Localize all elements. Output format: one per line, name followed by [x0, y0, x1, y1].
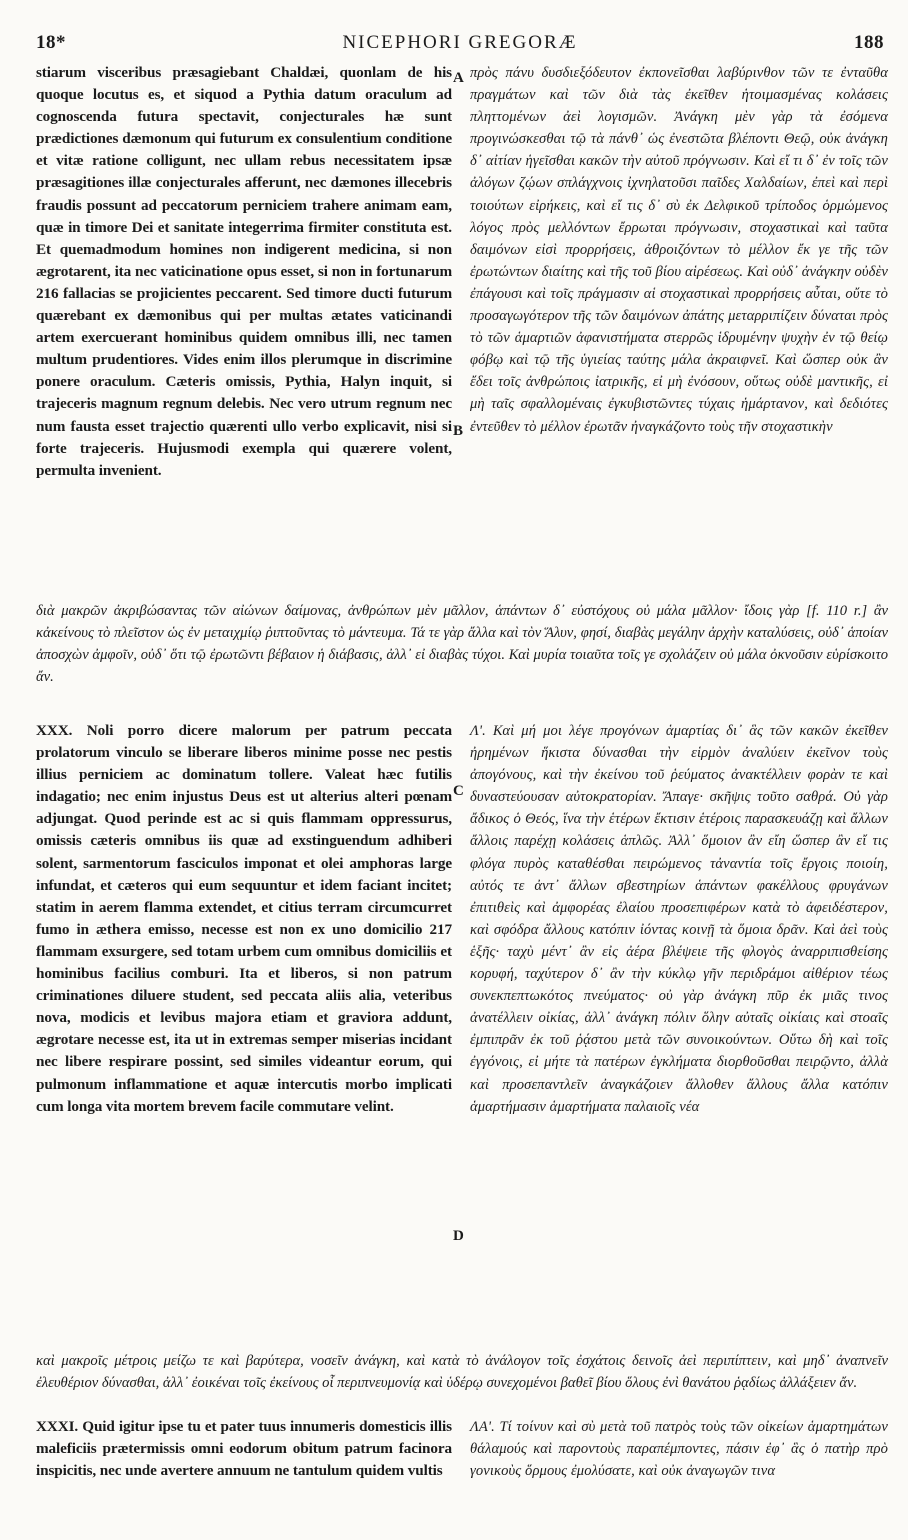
- margin-marker-a: A: [453, 70, 464, 86]
- page-header: [36, 32, 884, 58]
- folio-right: 188: [854, 32, 884, 53]
- latin-column-1: stiarum visceribus præsagiebant Chaldæi, quonlam de his quoque locutus es, et siquod a Pythia datum oraculum ad cognoscenda futura spectavit, conjecturales hæ sunt prædictiones dæmonum qui futurum ex consulentium conditione et vitæ ratione colligunt, nec ullam rebus necessitatem ipsæ præsagitiones illæ conjecturales afferunt, nec dæmones illecebris fraudis possunt ad peccatorum perniciem trahere animam eam, quæ in timore Dei et sanitate integerrima firmiter constituta est. Et quemadmodum homines non indigerent medicina, si non ægrotarent, ita nec vaticinatione opus esset, si non in fortunarum 216 fallacias se projicientes peccarent. Sed timore ducti futurum quærebant ex dæmonibus qui per multas ætates vaticinandi artem exercuerant hominibus quidem omnibus illi, nec tamen multum prudentiores. Vides enim illos plerumque in discrimine ponere oraculum. Cæteris omissis, Pythia, Halyn inquit, si trajeceris magnum regnum delebis. Nec vero utrum regnum nec num fausta esset trajectio quærenti ullo verbo explicavit, nisi si forte trajeceris. Hujusmodi exempla qui quærere volent, permulta invenient.: [36, 64, 452, 479]
- running-title: NICEPHORI GREGORÆ: [342, 32, 578, 53]
- margin-marker-d: D: [453, 1228, 464, 1244]
- greek-column-2: Λ'. Καὶ μή μοι λέγε προγόνων ἁμαρτίας δι᾽ ἃς τῶν κακῶν ἐκεῖθεν ἠρημένων ἥκιστα δύνασθαι τὴν εἱρμὸν ἀναλύειν ἐκεῖνον τοὺς ἀπογόνους, καὶ τὴν ἐκείνου τοῦ ῥεύματος ἀνακτέλλειν φορὰν τε καὶ δυναστεύουσαν αὐτοκρατορίαν. Ἄπαγε· σκῆψις τοῦτο σαθρά. Οὐ γὰρ ἄδικος ὁ Θεός, ἵνα τὴν ἑτέρων ἔκτισιν ἑτέροις παρασκευάζῃ καὶ ἄλλων ἄλλοις παρέχῃ κολάσεις ἁπλῶς. Ἀλλ᾽ ὅμοιον ἂν εἴη ὥσπερ ἂν εἴ τις φλόγα πυρὸς καταθέσθαι πειρώμενος τἀναντία τοῖς ἔργοις ποιοίη, αὐτός τε ἀντ᾽ ἄλλων σβεστηρίων ἁπάντων φακέλλους φρυγάνων ἐπιτιθεὶς καὶ ἀμφορέας ἐλαίου προσεπιφέρων κατὰ τὸ ἀφειδέστερον, καὶ σφόδρα ἄλλους κατόπιν ἰόντας κοινῇ τὰ ὅμοια δρᾶν. Καὶ ἀεὶ τοὺς ἑξῆς· ταχὺ μέντ᾽ ἂν εἰς ἀέρα βλέψειε τῆς φλογὸς ἀναρριπισθείσης κορυφή, ταχύτερον δ᾽ ἂν τὴν κύκλῳ γῆν περιδράμοι αἰθέριον τέως συνεκπεπτωκότος πνεύματος· οὐ γὰρ ἀνάγκη πῦρ ἐκ μιᾶς τινος ἀνατέλλειν οἰκίας, ἀλλ᾽ ἀνάγκη πόλιν ὅλην αὐταῖς οἰκίαις καὶ στοαῖς ἐμπιπρᾶν ἐκ τοῦ ῥᾴστου μετὰ τῶν συνοικούντων. Οὕτω δὴ καὶ τοῖς ἐγγόνοις, εἰ μήτε τὰ πατέρων ἐγκλήματα διορθοῦσθαι πειρῷντο, ἀλλὰ καὶ προσεπαντλεῖν ἀναγκάζοιεν ἄλλοθεν ἄλλους ἄλλα κατόπιν ἁμαρτήμασιν ἁμαρτήματα παλαιοῖς νέα: [470, 723, 888, 1115]
- greek-column-3: ΛΑ'. Τί τοίνυν καὶ σὺ μετὰ τοῦ πατρὸς τοὺς τῶν οἰκείων ἁμαρτημάτων θάλαμούς καὶ παροντοὺς παραπέμποντες, πάσιν ἐφ᾽ ἃς ὁ πατὴρ πρὸ γονικοὺς ὅρμους ἐμολύσατε, καὶ οὐκ ἀναγωγῶν τινα: [470, 1419, 888, 1480]
- greek-full-width-2: καὶ μακροῖς μέτροις μείζω τε καὶ βαρύτερα, νοσεῖν ἀνάγκη, καὶ κατὰ τὸ ἀνάλογον τοῖς ἐσχάτοις δεινοῖς ἀεὶ περιπίπτειν, καὶ μηδ᾽ ἀναπνεῖν ἐλευθέριον δύνασθαι, ἀλλ᾽ ἐοικέναι τοῖς ἐκείνους οἷ περιπνευμονίᾳ καὶ ὑδέρῳ συνεχομένοι βαθεῖ βίου ὅλους ἐνὶ θανάτου ῥᾳδίως ἀλλάξειεν ἄν.: [36, 1353, 888, 1392]
- greek-full-width-1: διὰ μακρῶν ἀκριβώσαντας τῶν αἰώνων δαίμονας, ἀνθρώπων μὲν μᾶλλον, ἁπάντων δ᾽ εὐστόχους οὐ μάλα μᾶλλον· ἴδοις γὰρ [f. 110 r.] ἂν κἀκείνους τὸ πλεῖστον ὡς ἐν μεταιχμίῳ ῥιπτοῦντας τὸ μάντευμα. Τά τε γὰρ ἄλλα καὶ τὸν Ἅλυν, φησί, διαβὰς μεγάλην ἀρχὴν καταλύσεις, οὐδ᾽ ἁποίαν ἀποσχὼν ἀμφοῖν, οὐδ᾽ ὅτι τῷ ἐρωτῶντι βέβαιον ἡ διάβασις, ἀλλ᾽ εἰ διαβὰς τύχοι. Καὶ μυρία τοιαῦτα τοῖς γε σχολάζειν οὐ μάλα ὀκνοῦσιν εὑρίσκοιτο ἄν.: [36, 603, 888, 686]
- latin-column-2: XXX. Noli porro dicere malorum per patrum peccata prolatorum vinculo se liberare liberos minime posse nec pestis illius perniciem ac dominatum tollere. Valeat hæc futilis indagatio; nec enim injustus Deus est ut alterius alteri pœnam adjungat. Quod perinde est ac si quis flammam oppressurus, omissis cæteris omnibus iis quæ ad exstinguendum adhiberi solent, sarmentorum fasciculos imponat et olei amphoras large infundat, et cæteros qui eum sequuntur et idem faciant incitet; statim in aerem flamma extendet, et citius terram circumcurret fumo in æthera emisso, necesse est non ex uno domicilio 217 flammam exsurgere, sed totam urbem cum omnibus domiciliis et hominibus facilius comburi. Ita et liberos, si non patrum criminationes diluere student, sed peccata aliis alia, veteribus nova, modicis et levibus majora etiam et graviora addunt, ægrotare necesse est, ita ut in extremas semper miserias incidant nec libere respirare possint, sed similes videantur eorum, qui pulmonum inflammatione et aquæ intercutis morbo implicati cum longa vita mortem brevem facile commutare velint.: [36, 722, 452, 1115]
- margin-marker-c: C: [453, 783, 464, 799]
- folio-left: 18*: [36, 32, 66, 53]
- greek-column-1: πρὸς πάνυ δυσδιεξόδευτον ἐκπονεῖσθαι λαβύρινθον τῶν τε ἐνταῦθα πραγμάτων καὶ τῶν διὰ τὰς ἐκεῖθεν ἡτοιμασμένας κολάσεις πληττομένων ἀεὶ λογισμῶν. Ἀνάγκη μὲν γὰρ τὰ ἐσόμενα προγινώσκεσθαι τῷ τὰ πάνθ᾽ ὡς ἐνεστῶτα βλέποντι Θεῷ, οὐκ ἀνάγκη δ᾽ αἰτίαν ἡγεῖσθαι κακῶν τὴν αὐτοῦ πρόγνωσιν. Καὶ εἴ τι δ᾽ ἐν τοῖς τῶν ἀλόγων ζῴων σπλάγχνοις ἰχνηλατοῦσι παῖδες Χαλδαίων, ἐπεὶ καὶ περὶ τοιούτων εἰρήκεις, καὶ εἴ τις δ᾽ σὺ ἐκ Δελφικοῦ τρίποδος ὁρμώμενος λόγος πρὸς μελλόντων ἔρρωται πρόγνωσιν, στοχαστικαὶ καὶ ταῦτα δαιμόνων εἰσὶ προρρήσεις, ἀθροιζόντων τὸ μέλλον ἔκ γε τῆς τῶν ἐρωτώντων διαίτης καὶ τῆς τοῦ βίου αἱρέσεως. Καὶ οὐδ᾽ ἀνάγκην οὐδὲν ἐπάγουσι καὶ τοῖς πράγμασιν αἱ στοχαστικαὶ προρρήσεις αὗται, οὔτε τὸ προσαγωγότερον τῆς τῶν δαιμόνων ἀπάτης μεταρριπίζειν δύναται πρὸς τὸ τῶν ἁμαρτιῶν ἀφανιστήματα στερρῶς ἱδρυμένην ψυχὴν ἐν τῷ θείῳ φόβῳ καὶ τῷ τῆς ὑγιείας ταύτης μάλα ἀκραιφνεῖ. Καὶ ὥσπερ οὐκ ἂν ἔδει τοῖς ἀνθρώποις ἰατρικῆς, εἰ μὴ ἐνόσουν, οὕτως οὐδὲ μαντικῆς, εἰ μὴ ταῖς σφαλλομέναις ἐγκυβιστῶντες τύχαις ἡμάρτανον, καὶ δεδιότες ἐντεῦθεν τὸ μέλλον ἐρωτᾶν ἠναγκάζοντο τοὺς τῆν στοχαστικὴν: [470, 65, 888, 435]
- latin-column-3: XXXI. Quid igitur ipse tu et pater tuus innumeris domesticis illis maleficiis prætermissis omni eodorum obitum patrum facinora inspicitis, nec unde avertere annuum ne tantulum quidem vultis: [36, 1418, 452, 1480]
- margin-marker-b: B: [453, 423, 464, 439]
